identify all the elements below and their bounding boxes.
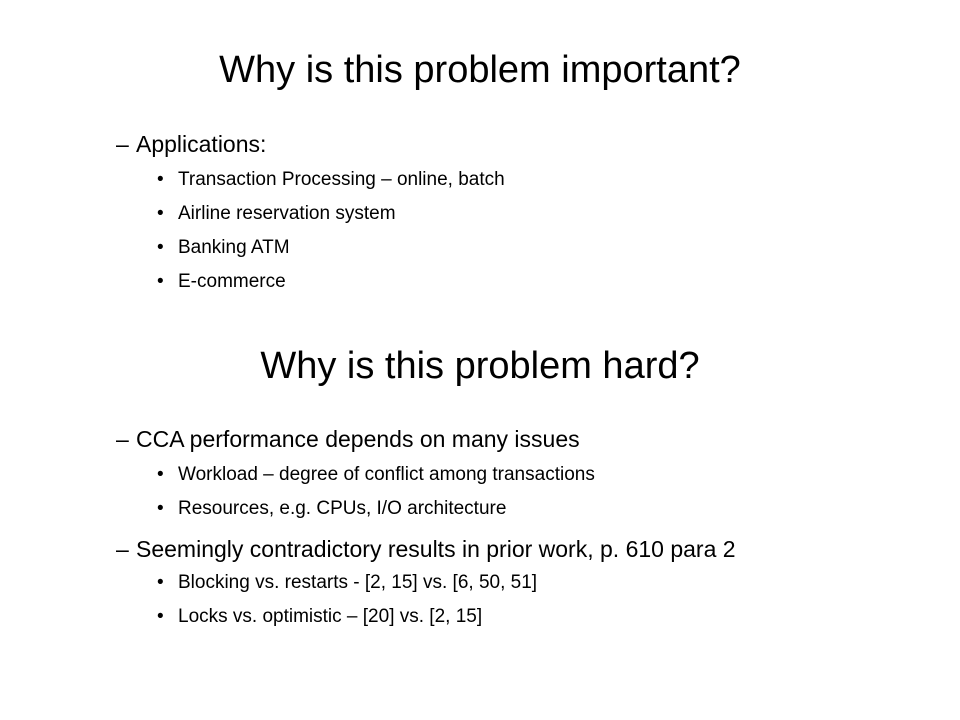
bullet-text: Banking ATM [178,237,290,258]
bullet-text: Blocking vs. restarts - [2, 15] vs. [6, 50, 51] [178,572,538,593]
bullet-text: Resources, e.g. CPUs, I/O architecture [178,498,507,519]
list-item-cca-performance [116,425,580,453]
list-item-text: CCA performance depends on many issues [136,426,580,452]
bullet-marker: • [157,237,164,258]
dash-marker: – [116,426,129,452]
bullet-text: E-commerce [178,271,286,292]
bullet-item [157,202,396,226]
bullet-marker: • [157,572,164,593]
bullet-marker: • [157,498,164,519]
bullet-text: Locks vs. optimistic – [20] vs. [2, 15] [178,606,483,627]
bullet-marker: • [157,271,164,292]
bullet-text: Airline reservation system [178,203,396,224]
bullet-marker: • [157,203,164,224]
bullet-text: Transaction Processing – online, batch [178,169,505,190]
dash-marker: – [116,536,129,562]
bullet-item [157,270,286,294]
slide-title-important: Why is this problem important? [219,49,741,91]
bullet-marker: • [157,169,164,190]
bullet-item [157,497,506,521]
bullet-text: Workload – degree of conflict among transactions [178,464,595,485]
bullet-item [157,571,537,595]
dash-marker: – [116,131,129,157]
bullet-item [157,168,505,192]
list-item-applications [116,130,266,158]
bullet-item [157,605,482,629]
slide-title-hard: Why is this problem hard? [260,345,700,387]
bullet-marker: • [157,464,164,485]
list-item-text: Applications: [136,131,267,157]
list-item-contradictory-results [116,535,736,563]
list-item-text: Seemingly contradictory results in prior work, p. 610 para 2 [136,536,736,562]
bullet-marker: • [157,606,164,627]
bullet-item [157,236,290,260]
bullet-item [157,463,595,487]
